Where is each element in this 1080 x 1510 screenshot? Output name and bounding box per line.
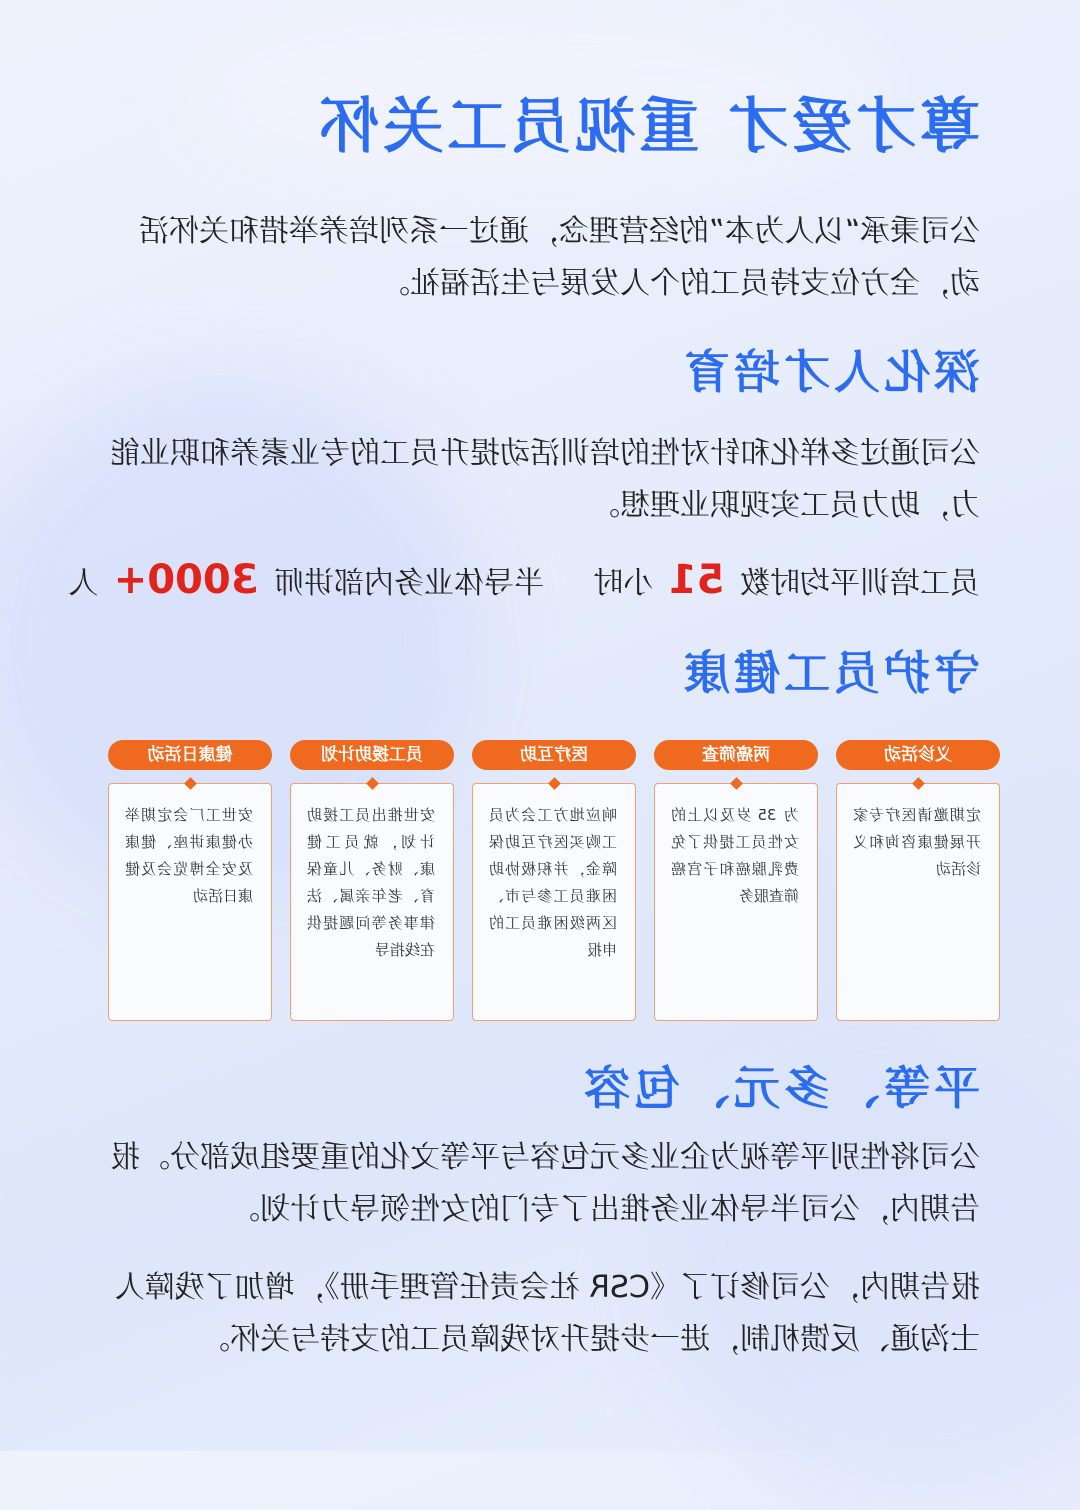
paragraph-talent-development: 公司通过多样化和针对性的培训活动提升员工的专业素养和职业能力，助力员工实现职业理想。 (110, 436, 980, 523)
health-card-title: 医疗互助 (472, 740, 636, 770)
lecturer-count-value: 3000+ (113, 557, 259, 603)
health-card-body (654, 783, 818, 1021)
health-card (836, 740, 1000, 1030)
health-card-text: 响应地方工会为员工购买医疗互助保障金，并积极协助困难员工参与市、区两级困难员工的申报 (489, 806, 617, 959)
heading-talent-development: 深化人才培育 (680, 345, 980, 399)
health-card-text: 定期邀请医疗专家开展健康咨询和义诊活动 (853, 806, 981, 878)
health-card (472, 740, 636, 1030)
health-card-title: 义诊活动 (836, 740, 1000, 770)
health-card-text: 为 35 岁及以上的女性员工提供了免费乳腺癌和子宫癌筛查服务 (671, 806, 799, 905)
health-card (108, 740, 272, 1030)
lecturer-count-unit: 人 (68, 566, 99, 601)
health-card-text: 安世推出员工援助计划，就员工健康、财务、儿童保育、老年亲属、法律事务等问题提供在线指导 (307, 806, 435, 959)
health-card-body (836, 783, 1000, 1021)
heading-employee-care: 尊才爱才 重视员工关怀 (315, 92, 980, 162)
health-card-body (108, 783, 272, 1021)
lecturer-count-label: 半导体业务内部讲师 (274, 566, 545, 601)
training-stats (68, 555, 980, 605)
health-program-cards (108, 740, 1000, 1030)
health-card-title: 员工援助计划 (290, 740, 454, 770)
health-card (290, 740, 454, 1030)
training-hours-label: 员工培训平均时数 (740, 566, 980, 601)
health-card-body (290, 783, 454, 1021)
training-hours-value: 51 (668, 557, 725, 603)
health-card-text: 安世工厂会定期举办健康讲座、健康及安全博览会及健康日活动 (125, 806, 253, 905)
heading-employee-health: 守护员工健康 (680, 646, 980, 700)
health-card-body (472, 783, 636, 1021)
paragraph-equality-2: 报告期内，公司修订了《CSR 社会责任管理手册》，增加了残障人士沟通、反馈机制，进一步提升对残障员工的支持与关怀。 (114, 1270, 980, 1357)
health-card (654, 740, 818, 1030)
heading-equality-diversity-inclusion: 平等、多元、包容 (580, 1061, 980, 1115)
health-card-title: 两癌筛查 (654, 740, 818, 770)
health-card-title: 健康日活动 (108, 740, 272, 770)
paragraph-employee-care: 公司秉承“以人为本”的经营理念，通过一系列培养举措和关怀活动，全方位支持员工的个人发展与生活福祉。 (138, 214, 980, 301)
paragraph-equality-1: 公司将性别平等视为企业多元包容与平等文化的重要组成部分。报告期内，公司半导体业务推出了专门的女性领导力计划。 (110, 1140, 980, 1227)
training-hours-unit: 小时 (593, 566, 654, 601)
